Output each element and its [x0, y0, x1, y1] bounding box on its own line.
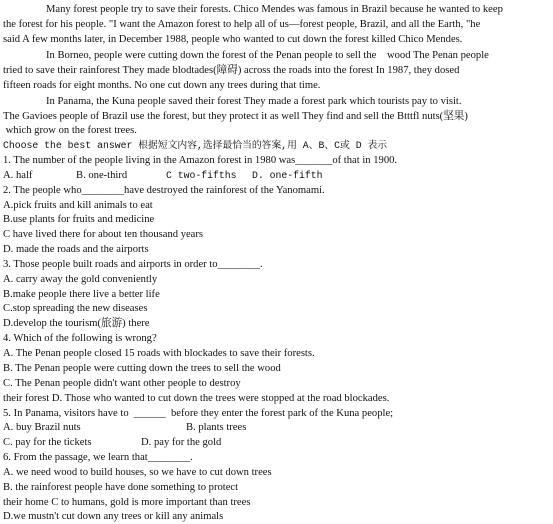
q2-option-c: C have lived there for about ten thousand years: [3, 229, 204, 240]
passage-p2-line-3: fifteen roads for eight months. No one cut down any trees during that time.: [3, 80, 321, 91]
passage-p1-line-2: the forest for his people. "I want the Amazon forest to help all of us—forest people, Brazil, and all the Earth, "he: [3, 19, 481, 30]
q5-option-b: B. plants trees: [186, 422, 247, 433]
passage-p2-line-2: tried to save their rainforest They made blodtades(障碍) across the roads into the forest In 1987, they dosed: [3, 65, 460, 76]
q2-option-b: B.use plants for fruits and medicine: [3, 214, 155, 225]
question-1: 1. The number of the people living in the Amazon forest in 1980 was_______of that in 1900.: [3, 155, 398, 166]
q5-option-a: A. buy Brazil nuts: [3, 422, 81, 433]
q4-option-b: B. The Penan people were cutting down the trees to sell the wood: [3, 363, 281, 374]
q6-option-d: D.we mustn't cut down any trees or kill any animals: [3, 511, 224, 522]
q5-option-c: C. pay for the tickets: [3, 437, 92, 448]
q1-option-c: C two-fifths: [166, 170, 237, 181]
q6-option-a: A. we need wood to build houses, so we have to cut down trees: [3, 467, 272, 478]
instructions: Choose the best answer 根据短文内容,选择最恰当的答案,用 A、B、C或 D 表示: [3, 140, 388, 151]
q4-option-a: A. The Penan people closed 15 roads with blockades to save their forests.: [3, 348, 315, 359]
q3-option-b: B.make people there live a better life: [3, 289, 160, 300]
passage-p3-line-2: The Gaviоes people of Brazil use the forest, but they protect it as well They find and sell the Btttfl nuts(坚果): [3, 111, 468, 122]
q2-option-a: A.pick fruits and kill animals to eat: [3, 200, 153, 211]
passage-p3-line-1: In Panama, the Kuna people saved their forest They made a forest park which tourists pay to visit.: [46, 96, 462, 107]
passage-p3-line-3: which grow on the forest trees.: [3, 125, 137, 136]
q1-option-b: B. one-third: [76, 170, 128, 181]
question-3: 3. Those people built roads and airports in order to________.: [3, 259, 263, 270]
q5-option-d: D. pay for the gold: [141, 437, 222, 448]
q3-option-c: C.stop spreading the new diseases: [3, 303, 148, 314]
question-5: 5. In Panama, visitors have to ______ before they enter the forest park of the Kuna people;: [3, 408, 394, 419]
q3-option-d: D.develop the tourism(旅游) there: [3, 318, 150, 329]
question-6: 6. From the passage, we learn that________.: [3, 452, 193, 463]
q3-option-a: A. carry away the gold conveniently: [3, 274, 158, 285]
q4-option-d: their forest D. Those who wanted to cut down the trees were stopped at the road blockades.: [3, 393, 390, 404]
q6-option-c: their home C to humans, gold is more important than trees: [3, 497, 251, 508]
passage-p1-line-1: Many forest people try to save their forests. Chico Mendes was famous in Brazil because he wanted to keep: [46, 4, 503, 15]
q6-option-b: B. the rainforest people have done something to protect: [3, 482, 239, 493]
question-2: 2. The people who________have destroyed the rainforest of the Yanomami.: [3, 185, 325, 196]
passage-p2-line-1: In Borneo, people were cutting down the forest of the Penan people to sell the wood The Penan people: [46, 50, 489, 61]
q4-option-c: C. The Penan people didn't want other people to destroy: [3, 378, 241, 389]
question-4: 4. Which of the following is wrong?: [3, 333, 157, 344]
q2-option-d: D. made the roads and the airports: [3, 244, 149, 255]
q1-option-a: A. half: [3, 170, 33, 181]
q1-option-d: D. one-fifth: [252, 170, 323, 181]
passage-p1-line-3: said A few months later, in December 1988, people who wanted to cut down the forest killed Chico Mendes.: [3, 34, 463, 45]
